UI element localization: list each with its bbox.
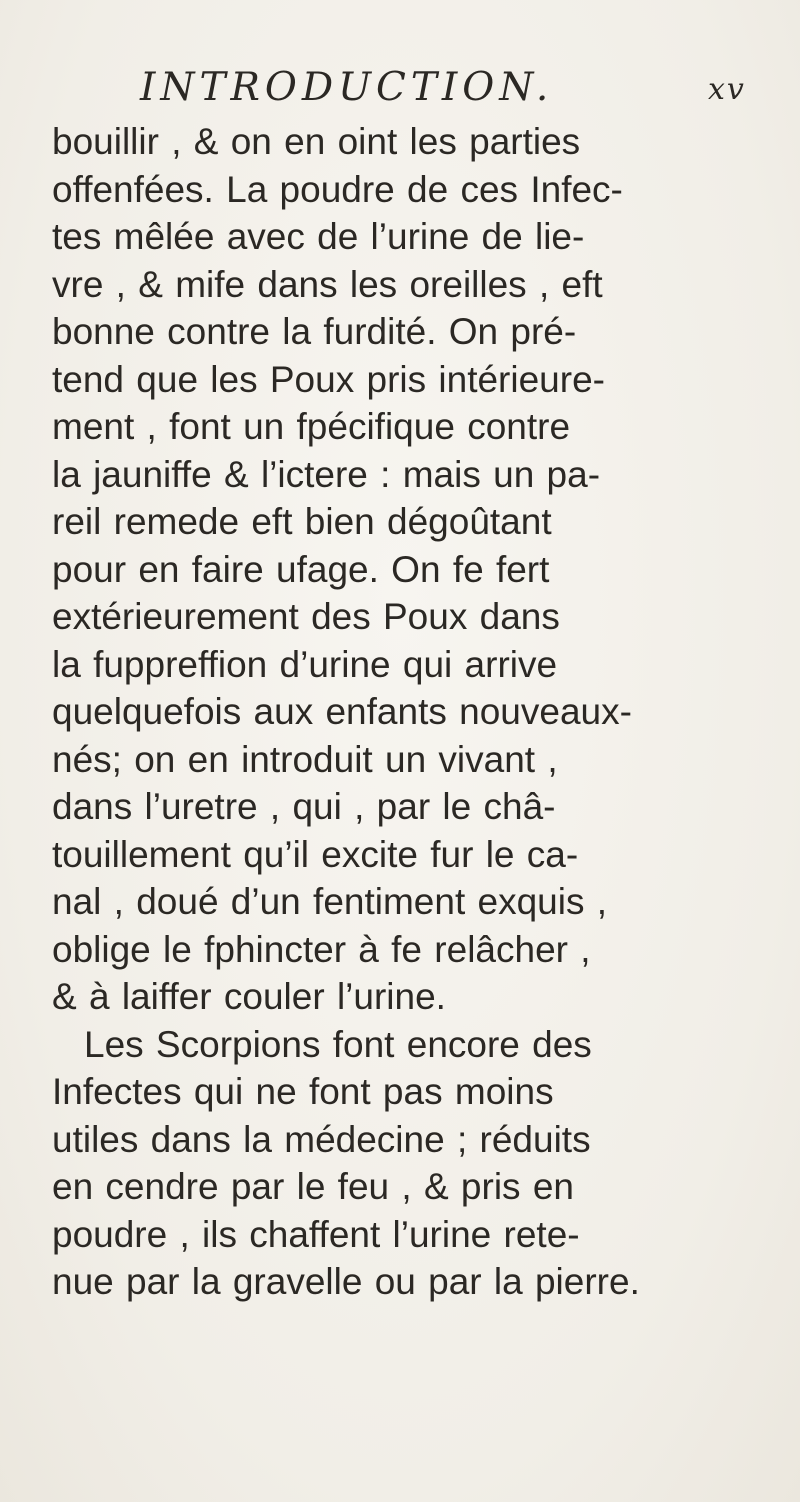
text-line: reil remede eft bien dégoûtant [52,501,552,542]
text-line: dans l’uretre , qui , par le châ- [52,786,556,827]
text-line: tes mêlée avec de l’urine de lie- [52,216,585,257]
text-line: utiles dans la médecine ; réduits [52,1118,591,1160]
text-line: poudre , ils chaffent l’urine rete- [52,1213,580,1255]
body-text [52,118,792,1306]
text-line: bouillir , & on en oint les parties [52,121,581,162]
text-line: extérieurement des Poux dans [52,596,560,637]
text-line: nés; on en introduit un vivant , [52,738,558,780]
text-line: la jauniffe & l’ictere : mais un pa- [52,453,601,495]
text-line: nue par la gravelle ou par la pierre. [52,1261,640,1302]
text-line: touillement qu’il excite fur le ca- [52,833,579,875]
paragraph-start-line: Les Scorpions font encore des [84,1023,592,1065]
text-line: offenfées. La poudre de ces Infec- [52,168,623,210]
text-line: & à laiffer couler l’urine. [52,976,446,1017]
running-title: INTRODUCTION. [140,65,554,110]
text-line: ment , font un fpécifique contre [52,406,571,447]
text-line: la fuppreffion d’urine qui arrive [52,643,558,685]
text-line: nal , doué d’un fentiment exquis , [52,881,608,922]
text-line: tend que les Poux pris intérieure- [52,358,605,400]
page-number: xv [708,72,746,107]
text-line: Infectes qui ne font pas moins [52,1071,554,1112]
text-line: bonne contre la furdité. On pré- [52,311,577,352]
text-line: oblige le fphincter à fe relâcher , [52,928,591,970]
text-line: en cendre par le feu , & pris en [52,1166,574,1207]
text-line: vre , & mife dans les oreilles , eft [52,263,603,305]
running-head [0,60,800,116]
text-line: pour en faire ufage. On fe fert [52,548,550,590]
text-line: quelquefois aux enfants nouveaux- [52,691,632,732]
